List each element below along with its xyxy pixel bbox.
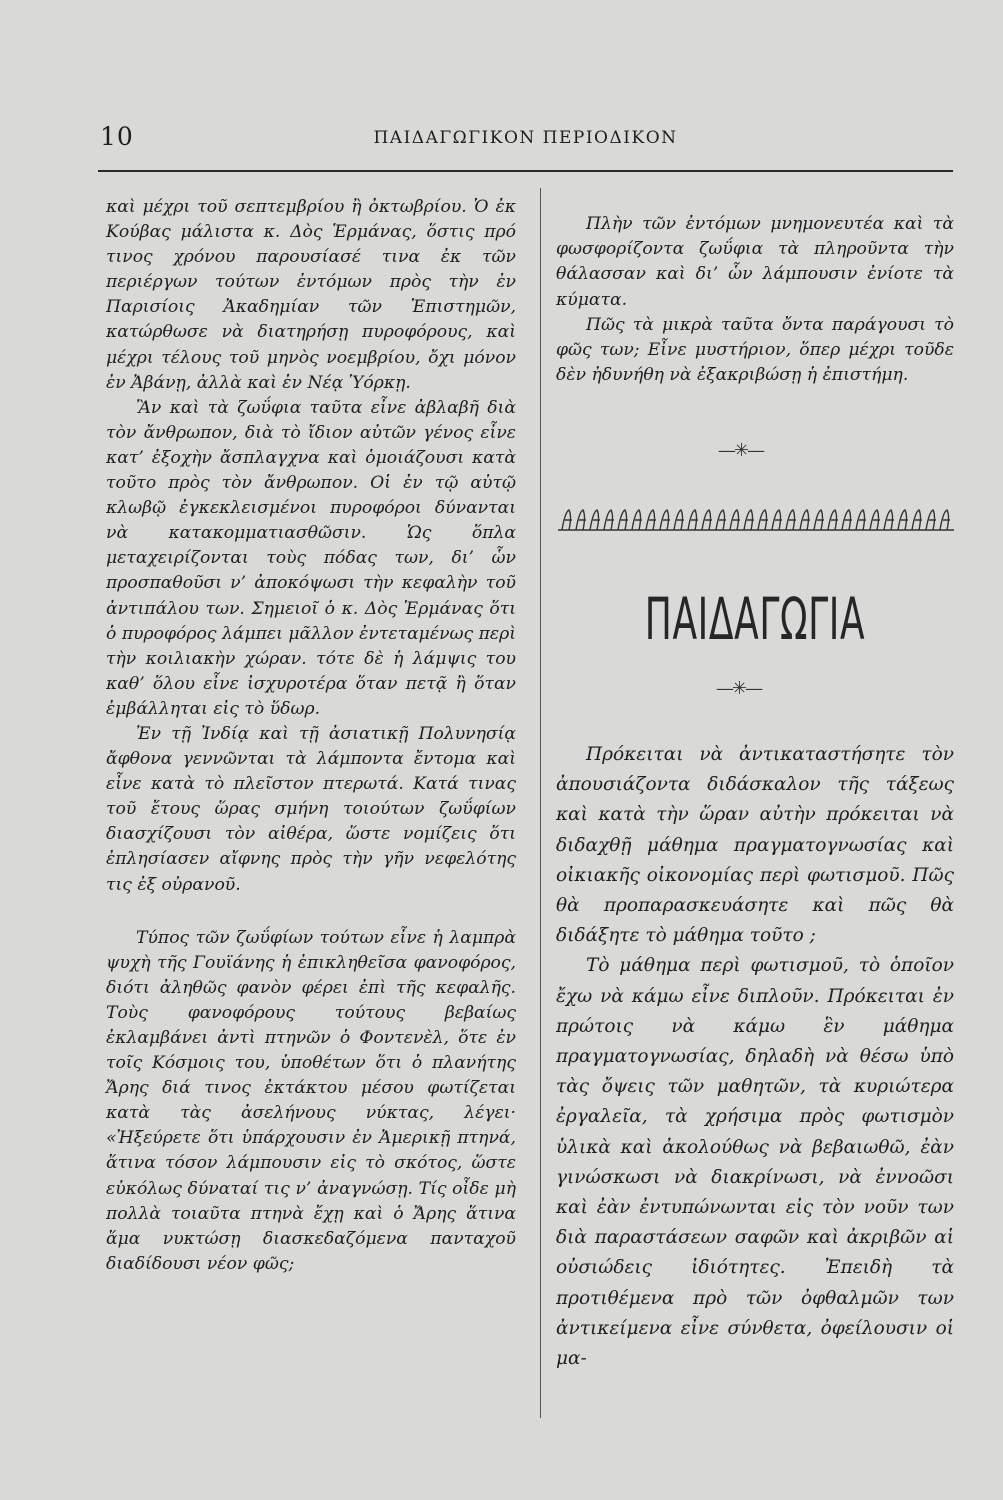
vine-leaf xyxy=(562,510,572,530)
vine-leaf xyxy=(828,510,838,530)
vine-leaf xyxy=(632,510,642,530)
vine-leaf xyxy=(590,510,600,530)
vine-leaf xyxy=(618,510,628,530)
vine-leaf xyxy=(744,510,754,530)
vine-leaf xyxy=(926,510,936,530)
section-title: ΠΑΙΔΑΓΩΓΙΑ xyxy=(644,585,866,653)
vine-leaf xyxy=(576,510,586,530)
paragraph: Ἐν τῇ Ἰνδίᾳ καὶ τῇ ἀσιατικῇ Πολυνησίᾳ ἄφθονα γεννῶνται τὰ λάμποντα ἔντομα καὶ εἶνε κατὰ τὸ πλεῖστον πτερωτά. Κατά τινας τοῦ ἔτους ὥρας σμήνη τοιούτων ζωΰφίων διασχίζουσι τὸν αἰθέρα, ὥστε νομίζεις ὅτι ἐπλησίασεν αἴφνης πρὸς τὴν γῆν νεφελότης τις ἐξ οὐρανοῦ. xyxy=(106,723,516,895)
vine-leaf xyxy=(884,510,894,530)
vine-leaf xyxy=(660,510,670,530)
vine-leaf xyxy=(898,510,908,530)
vine-leaf xyxy=(646,510,656,530)
paragraph: Ἂν καὶ τὰ ζωΰφια ταῦτα εἶνε ἀβλαβῆ διὰ τὸν ἄνθρωπον, διὰ τὸ ἴδιον αὐτῶν γένος εἶνε κατ’ ἐξοχὴν ἄσπλαγχνα καὶ ὁμοιάζουσι κατὰ τοῦτο πρὸς τὸν ἄνθρωπον. Οἱ ἐν τῷ αὐτῷ κλωβῷ ἐγκεκλεισμένοι πυροφόροι δύνανται νὰ κατακομματιασθῶσιν. Ὡς ὅπλα μεταχειρίζονται τοὺς πόδας των, δι’ ὧν προσπαθοῦσι ν’ ἀποκόψωσι τὴν κεφαλὴν τοῦ ἀντιπάλου των. Σημειοῖ ὁ κ. Δὸς Ἑρμάνας ὅτι ὁ πυροφόρος λάμπει μᾶλλον ἐντεταμένως περὶ τὴν κοιλιακὴν χώραν. τότε δὲ ἡ λάμψις του καθ’ ὅλου εἶνε ἰσχυροτέρα ὅταν πετᾷ ἢ ὅταν ἐμβάλληται εἰς τὸ ὕδωρ. xyxy=(106,397,516,719)
paragraph-gap xyxy=(106,898,516,926)
paragraph: καὶ μέχρι τοῦ σεπτεμβρίου ἢ ὀκτωβρίου. Ὁ ἐκ Κούβας μάλιστα κ. Δὸς Ἑρμάνας, ὅστις πρό τινος χρόνου παρουσίασέ τινα ἐκ τῶν περιέργων τούτων ἐντόμων πρὸς τὴν ἐν Παρισίοις Ἀκαδημίαν τῶν Ἐπιστημῶν, κατώρθωσε νὰ διατηρήσῃ πυροφόρους, καὶ μέχρι τέλους τοῦ μηνὸς νοεμβρίου, ὄχι μόνον ἐν Ἀβάνῃ, ἀλλὰ καὶ ἐν Νέᾳ Ὑόρκῃ. xyxy=(106,197,516,393)
vine-leaf xyxy=(814,510,824,530)
right-column-body xyxy=(556,740,954,1374)
column-divider xyxy=(540,188,541,1418)
paragraph: Τύπος τῶν ζωΰφίων τούτων εἶνε ἡ λαμπρὰ ψυχὴ τῆς Γουϊάνης ἡ ἐπικληθεῖσα φανοφόρος, διότι ἀληθῶς φανὸν φέρει ἐπὶ τῆς κεφαλῆς. Τοὺς φανοφόρους τούτους βεβαίως ἐκλαμβάνει ἀντὶ πτηνῶν ὁ Φοντενὲλ, ὅτε ἐν τοῖς Κόσμοις του, ὑποθέτων ὅτι ὁ πλανήτης Ἄρης διά τινος ἐκτάκτου μέσου φωτίζεται κατὰ τὰς ἀσελήνους νύκτας, λέγει· «Ἠξεύρετε ὅτι ὑπάρχουσιν ἐν Ἀμερικῇ πτηνά, ἅτινα τόσον λάμπουσιν εἰς τὸ σκότος, ὥστε εὐκόλως δύναταί τις ν’ ἀναγνώσῃ. Τίς οἶδε μὴ πολλὰ τοιαῦτα πτηνὰ ἔχῃ καὶ ὁ Ἄρης ἅτινα ἅμα νυκτώσῃ διασκεδαζόμενα πανταχοῦ διαδίδουσι νέον φῶς; xyxy=(106,927,516,1274)
left-column xyxy=(106,195,516,1277)
vine-leaf xyxy=(870,510,880,530)
paragraph: Πλὴν τῶν ἐντόμων μνημονευτέα καὶ τὰ φωσφορίζοντα ζωΰφια τὰ πληροῦντα τὴν θάλασσαν καὶ δι’ ὧν λάμπουσιν ἐνίοτε τὰ κύματα. xyxy=(556,214,954,310)
vine-leaf xyxy=(688,510,698,530)
vine-leaf xyxy=(758,510,768,530)
paragraph: Πῶς τὰ μικρὰ ταῦτα ὄντα παράγουσι τὸ φῶς των; Εἶνε μυστήριον, ὅπερ μέχρι τοῦδε δὲν ἠδυνήθη νὰ ἐξακριβώσῃ ἡ ἐπιστήμη. xyxy=(556,314,954,386)
paragraph: Πρόκειται νὰ ἀντικαταστήσητε τὸν ἀπουσιάζοντα διδάσκαλον τῆς τάξεως καὶ κατὰ τὴν ὥραν αὐτὴν πρόκειται νὰ διδαχθῇ μάθημα πραγματογνωσίας καὶ οἰκιακῆς οἰκονομίας περὶ φωτισμοῦ. Πῶς θὰ προπαρασκευάσητε καὶ πῶς θὰ διδάξητε τὸ μάθημα τοῦτο ; xyxy=(556,744,954,947)
header-rule xyxy=(98,170,953,172)
vine-leaf xyxy=(604,510,614,530)
vine-leaf xyxy=(786,510,796,530)
vine-leaf xyxy=(940,510,950,530)
page-number: 10 xyxy=(100,122,134,151)
vine-leaf xyxy=(912,510,922,530)
vine-leaf xyxy=(842,510,852,530)
paragraph: Τὸ μάθημα περὶ φωτισμοῦ, τὸ ὁποῖον ἔχω νὰ κάμω εἶνε διπλοῦν. Πρόκειται ἐν πρώτοις νὰ κάμω ἓν μάθημα πραγματογνωσίας, δηλαδὴ νὰ θέσω ὑπὸ τὰς ὄψεις τῶν μαθητῶν, τὰ κυριώτερα ἐργαλεῖα, τὰ χρήσιμα πρὸς φωτισμὸν ὑλικὰ καὶ ἀκολούθως νὰ βεβαιωθῶ, ἐὰν γινώσκωσι νὰ διακρίνωσι, νὰ ἐννοῶσι καὶ ἐὰν ἐντυπώνωνται εἰς τὸν νοῦν των διὰ παραστάσεων σαφῶν καὶ ἀκριβῶν αἱ οὐσιώδεις ἰδιότητες. Ἐπειδὴ τὰ προτιθέμενα πρὸ τῶν ὀφθαλμῶν των ἀντικείμενα εἶνε σύνθετα, ὀφείλουσιν οἱ μα- xyxy=(556,955,954,1370)
fleuron-ornament-icon: —✳— xyxy=(716,678,762,699)
vine-leaf xyxy=(716,510,726,530)
vine-leaf xyxy=(702,510,712,530)
running-title: ΠΑΙΔΑΓΩΓΙΚΟΝ ΠΕΡΙΟΔΙΚΟΝ xyxy=(373,128,678,148)
vine-leaf xyxy=(856,510,866,530)
vine-leaf xyxy=(674,510,684,530)
page-header xyxy=(98,122,953,156)
right-column-top xyxy=(556,212,954,388)
vine-border-ornament xyxy=(558,506,954,534)
fleuron-ornament-icon: —✳— xyxy=(718,440,764,461)
vine-leaf xyxy=(772,510,782,530)
vine-leaf xyxy=(800,510,810,530)
vine-leaf xyxy=(730,510,740,530)
